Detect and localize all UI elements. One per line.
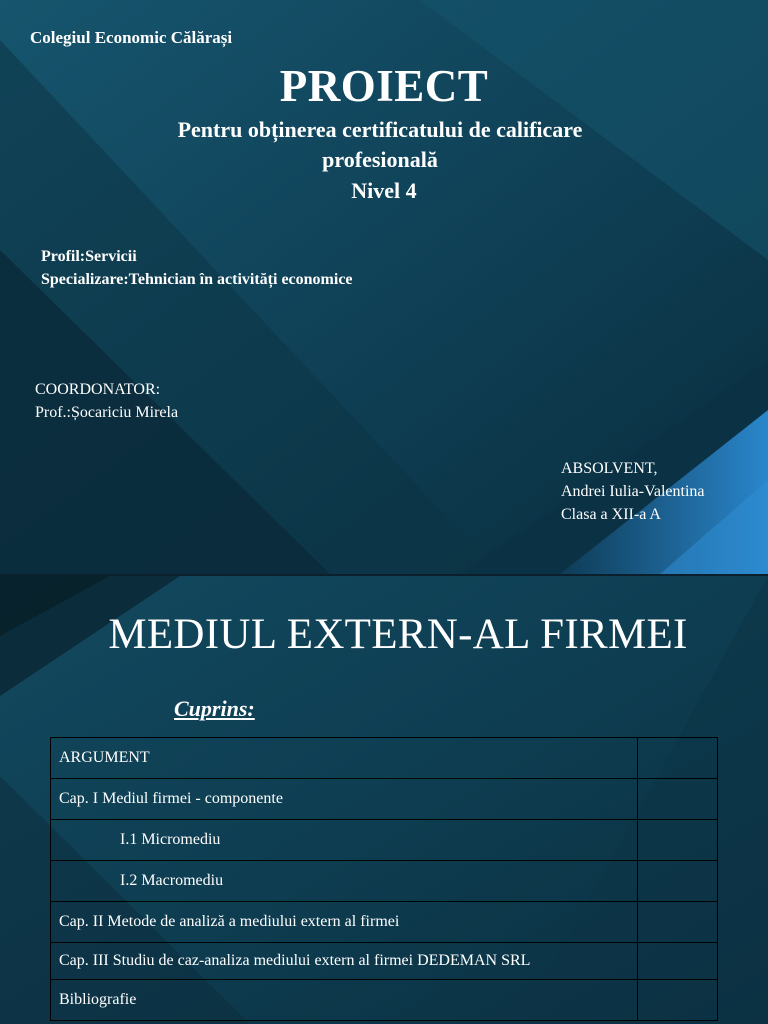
toc-item-text: I.2 Macromediu (51, 861, 638, 902)
toc-page-cell (638, 943, 718, 980)
graduate-class: Clasa a XII-a A (561, 506, 661, 523)
qualification-level: Nivel 4 (351, 178, 417, 203)
toc-item-text: Cap. II Metode de analiză a mediului extern al firmei (51, 902, 638, 943)
coordinator-block (35, 378, 178, 424)
graduate-block (561, 457, 705, 526)
table-row (51, 820, 718, 861)
toc-page-cell (638, 820, 718, 861)
graduate-label: ABSOLVENT, (561, 460, 658, 477)
contents-heading: Cuprins: (174, 696, 255, 721)
contents-table (50, 737, 718, 1021)
toc-item-text: I.1 Micromediu (51, 820, 638, 861)
profile-text: Profil:Servicii (41, 248, 137, 265)
contents-main-title: MEDIUL EXTERN-AL FIRMEI (108, 611, 688, 658)
toc-item-text: ARGUMENT (51, 738, 638, 779)
project-subtitle: Pentru obținerea certificatului de calificare profesională (177, 117, 583, 172)
coordinator-name: Prof.:Șocariciu Mirela (35, 404, 179, 421)
profile-block (41, 245, 371, 291)
toc-page-cell (638, 980, 718, 1021)
toc-item-text: Bibliografie (51, 980, 638, 1021)
table-row (51, 902, 718, 943)
toc-page-cell (638, 902, 718, 943)
toc-item-text: Cap. I Mediul firmei - componente (51, 779, 638, 820)
table-row (51, 943, 718, 980)
graduate-name: Andrei Iulia-Valentina (561, 483, 705, 500)
project-title: PROIECT (279, 61, 489, 111)
toc-page-cell (638, 779, 718, 820)
table-row (51, 861, 718, 902)
table-row (51, 779, 718, 820)
coordinator-label: COORDONATOR: (35, 381, 161, 398)
college-name: Colegiul Economic Călărași (30, 28, 233, 47)
toc-page-cell (638, 738, 718, 779)
table-row (51, 738, 718, 779)
toc-item-text: Cap. III Studiu de caz-analiza mediului extern al firmei DEDEMAN SRL (51, 943, 638, 980)
toc-page-cell (638, 861, 718, 902)
specialization-text: Specializare:Tehnician în activități economice (41, 271, 353, 288)
table-row (51, 980, 718, 1021)
